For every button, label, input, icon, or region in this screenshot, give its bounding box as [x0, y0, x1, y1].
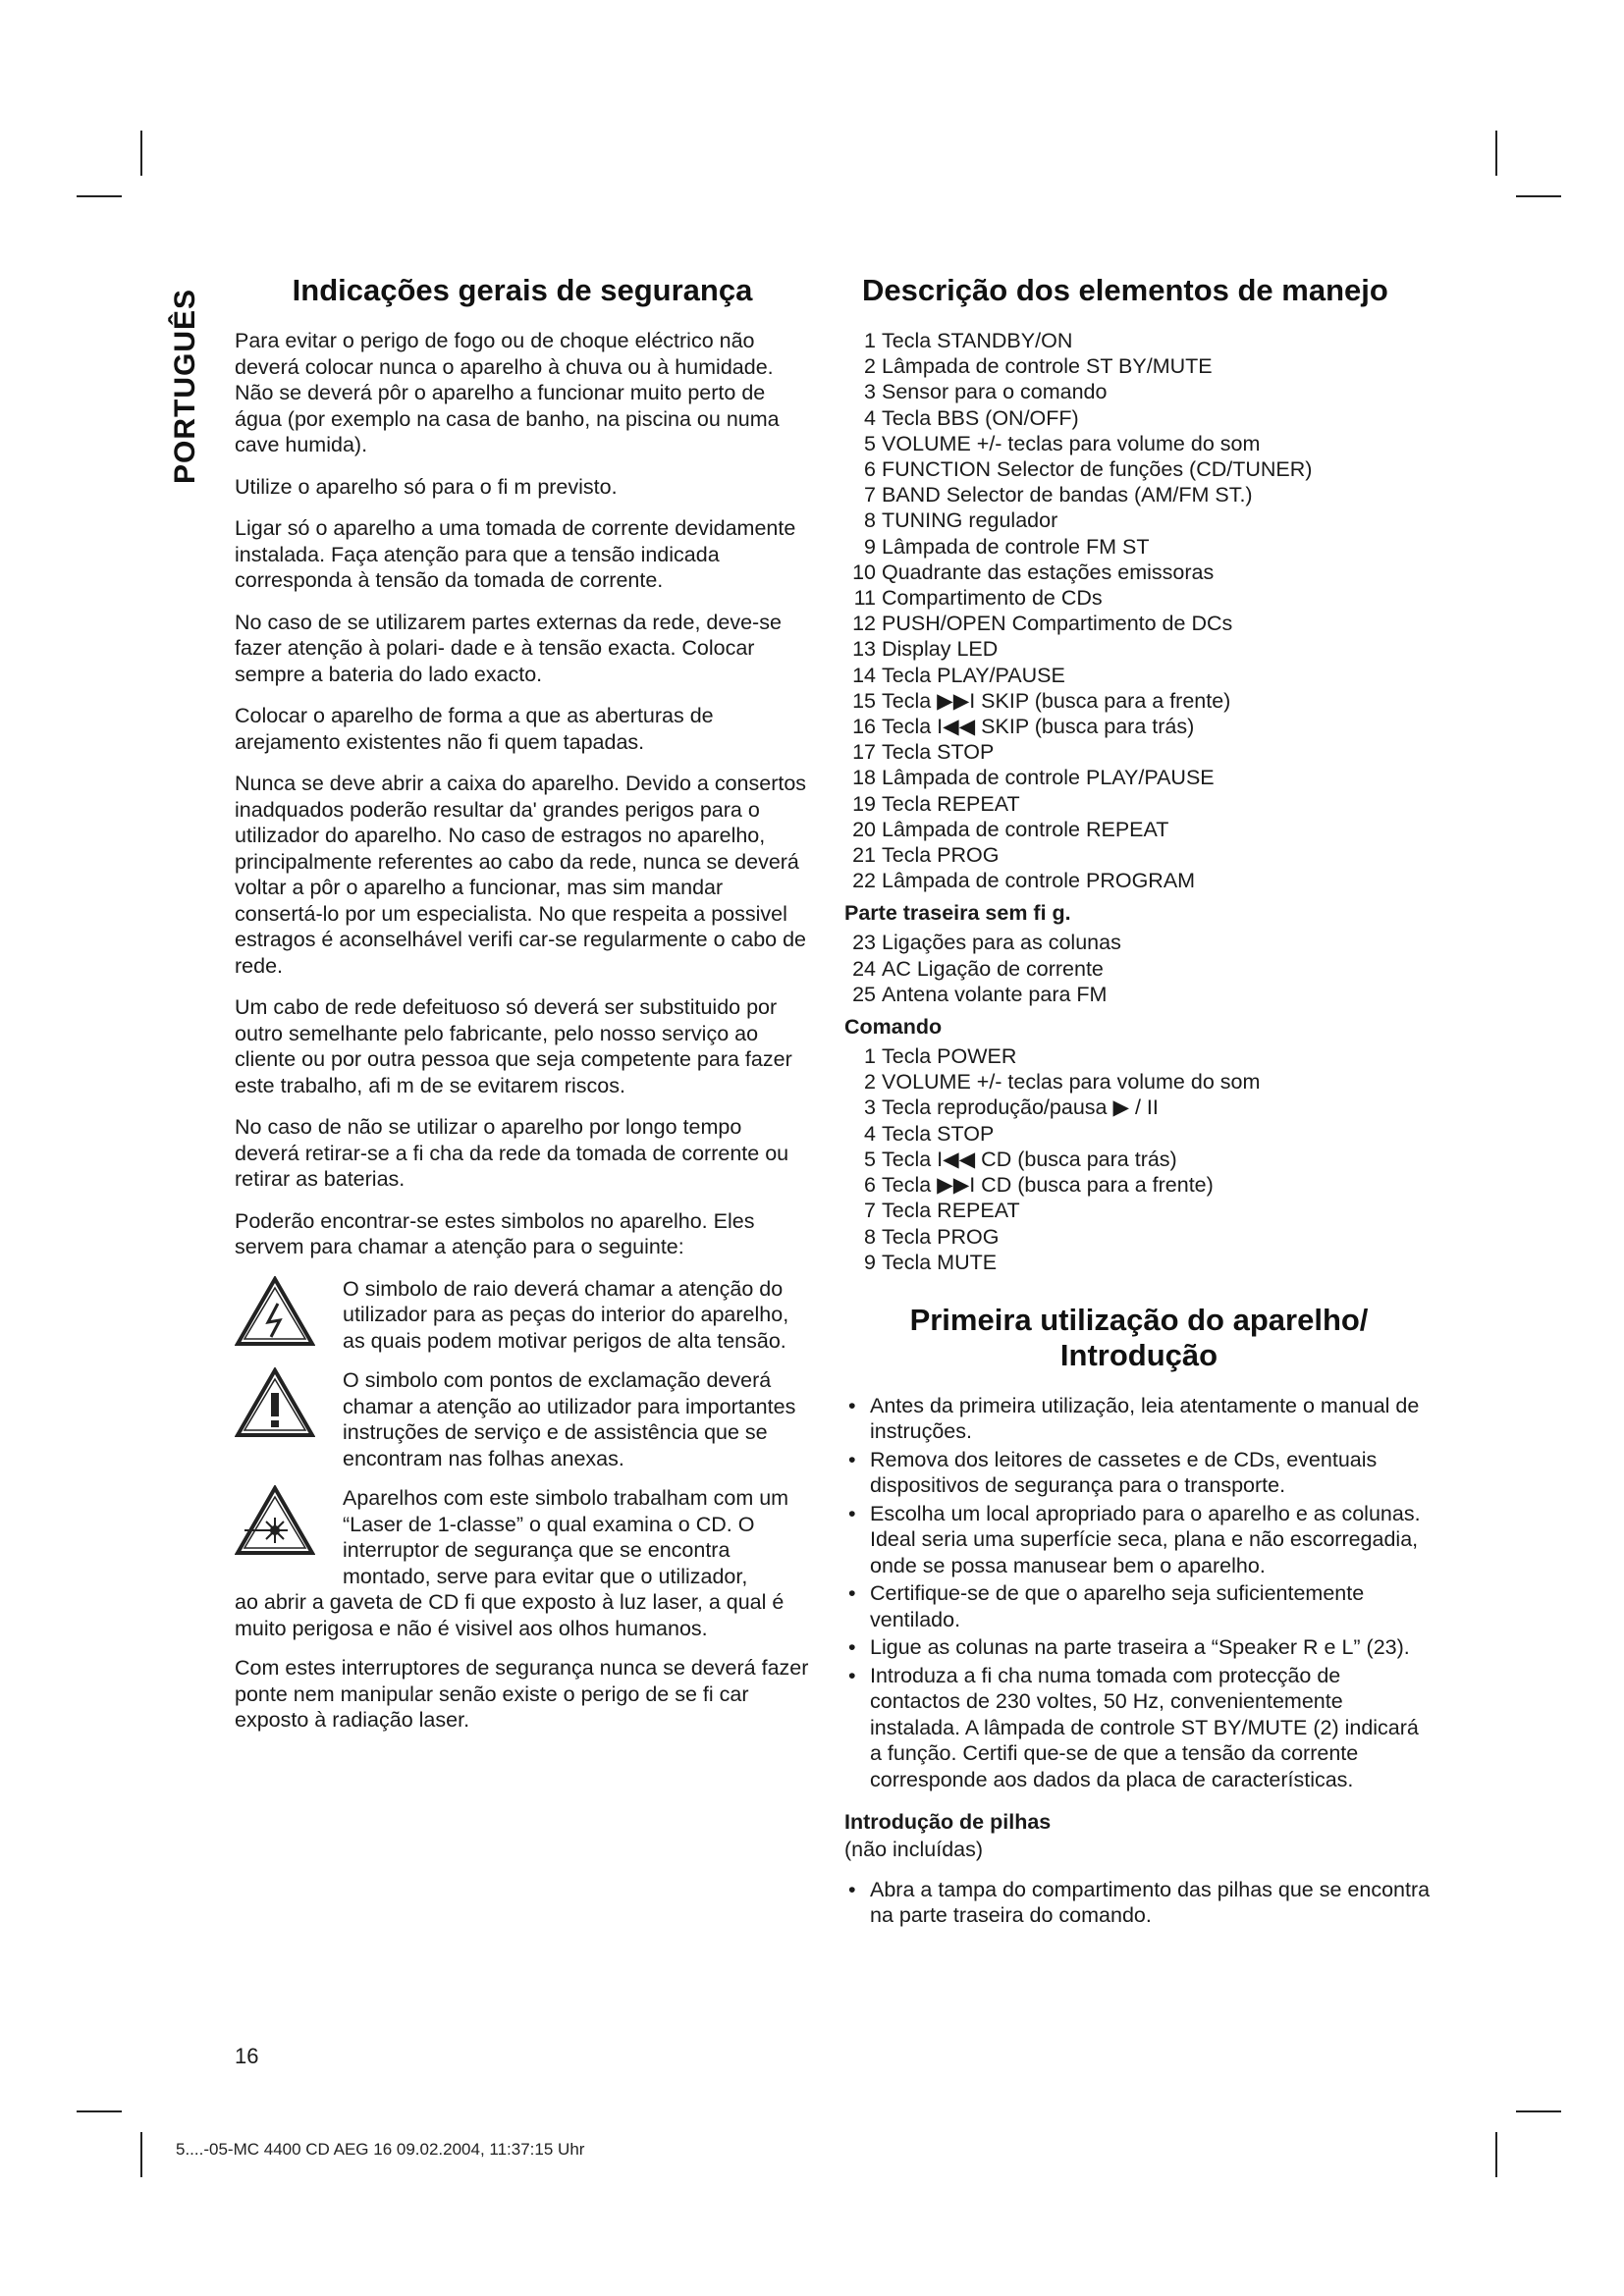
item-text: Tecla POWER	[882, 1044, 1017, 1069]
list-item: • Antes da primeira utilização, leia atentamente o manual de instruções.	[844, 1393, 1434, 1445]
first-use-title-line1: Primeira utilização do aparelho/	[909, 1302, 1369, 1337]
item-text: Tecla STOP	[882, 1121, 995, 1146]
rear-list	[844, 930, 1434, 1007]
list-item	[844, 482, 1434, 507]
safety-closing: Com estes interruptores de segurança nunca se deverá fazer ponte nem manipular senão existe o perigo de se fi car exposto à radiação laser.	[235, 1656, 809, 1732]
controls-list	[844, 328, 1434, 893]
controls-title: Descrição dos elementos de manejo	[862, 273, 1388, 307]
list-item: • Introduza a fi cha numa tomada com protecção de contactos de 230 voltes, 50 Hz, convenientemente instalada. A lâmpada de controle ST BY/MUTE (2) indicará a função. Certifi que-se de que a tensão da corrente corresponde aos dados da placa de características.	[844, 1663, 1434, 1793]
item-text: Tecla MUTE	[882, 1250, 998, 1274]
item-text: Lâmpada de controle PROGRAM	[882, 869, 1196, 893]
list-item	[844, 507, 1434, 533]
item-number: 9	[864, 1250, 876, 1274]
list-item	[844, 353, 1434, 379]
list-item	[844, 1095, 1434, 1120]
item-text: Sensor para o comando	[882, 380, 1108, 404]
item-number: 5	[864, 1147, 876, 1171]
item-text: Lâmpada de controle FM ST	[882, 534, 1150, 559]
safety-paragraph: No caso de não se utilizar o aparelho por longo tempo deverá retirar-se a fi cha da rede da tomada de corrente ou retirar as baterias.	[235, 1115, 789, 1191]
item-number: 3	[864, 1095, 876, 1120]
list-item	[844, 739, 1434, 765]
list-item: • Certifique-se de que o aparelho seja suficientemente ventilado.	[844, 1580, 1434, 1632]
list-item	[844, 636, 1434, 662]
list-item	[844, 930, 1434, 955]
item-text: Tecla I◀◀ SKIP (busca para trás)	[882, 715, 1195, 739]
lightning-warning-text: O simbolo de raio deverá chamar a atenção do utilizador para as peças do interior do aparelho, as quais podem motivar perigos de alta tensão.	[343, 1276, 789, 1353]
safety-paragraph: Utilize o aparelho só para o fi m previsto.	[235, 474, 618, 499]
list-item	[844, 1172, 1434, 1198]
item-number: 4	[864, 1121, 876, 1146]
item-number: 3	[864, 380, 876, 404]
item-text: Lâmpada de controle PLAY/PAUSE	[882, 766, 1215, 790]
safety-paragraph: Colocar o aparelho de forma a que as aberturas de arejamento existentes não fi quem tapadas.	[235, 704, 714, 754]
list-item	[844, 1147, 1434, 1172]
list-item	[844, 456, 1434, 482]
item-number: 22	[852, 869, 876, 893]
item-text: Tecla PROG	[882, 1224, 1000, 1249]
item-text: BAND Selector de bandas (AM/FM ST.)	[882, 483, 1253, 507]
remote-list	[844, 1043, 1434, 1275]
first-use-title	[844, 1303, 1434, 1373]
item-number: 2	[864, 1070, 876, 1095]
safety-column	[235, 273, 810, 1749]
item-text: Tecla REPEAT	[882, 1199, 1020, 1223]
list-item	[844, 405, 1434, 431]
list-item	[844, 1069, 1434, 1095]
safety-paragraph: Um cabo de rede defeituoso só deverá ser substituido por outro semelhante pelo fabricante, pelo nosso serviço ao cliente ou por outra pessoa que seja competente para fazer este trabalho, afi m de se evitarem riscos.	[235, 995, 792, 1097]
exclamation-warning	[235, 1367, 810, 1471]
list-item	[844, 1224, 1434, 1250]
item-number: 17	[852, 740, 876, 765]
item-number: 5	[864, 431, 876, 455]
item-text: VOLUME +/- teclas para volume do som	[882, 431, 1261, 455]
first-use-title-line2: Introdução	[1059, 1337, 1218, 1372]
list-item	[844, 663, 1434, 688]
crop-mark	[140, 2132, 142, 2177]
list-item	[844, 560, 1434, 585]
item-text: AC Ligação de corrente	[882, 956, 1104, 981]
item-text: Tecla I◀◀ CD (busca para trás)	[882, 1147, 1177, 1171]
list-item: • Ligue as colunas na parte traseira a “Speaker R e L” (23).	[844, 1634, 1434, 1661]
item-text: Display LED	[882, 637, 999, 662]
item-number: 24	[852, 956, 876, 981]
item-number: 9	[864, 534, 876, 559]
list-item	[844, 956, 1434, 982]
crop-mark	[1516, 2110, 1561, 2112]
exclamation-warning-icon	[235, 1367, 315, 1438]
item-number: 10	[852, 560, 876, 584]
item-number: 20	[852, 817, 876, 841]
item-number: 6	[864, 457, 876, 482]
list-item: • Escolha um local apropriado para o aparelho e as colunas. Ideal seria uma superfície seca, plana e não escorregadia, onde se possa manusear bem o aparelho.	[844, 1501, 1434, 1579]
item-text: Compartimento de CDs	[882, 586, 1103, 611]
list-item	[844, 765, 1434, 790]
item-number: 13	[852, 637, 876, 662]
item-number: 1	[864, 1044, 876, 1069]
crop-mark	[140, 131, 142, 176]
item-number: 2	[864, 354, 876, 379]
item-number: 1	[864, 329, 876, 352]
item-number: 14	[852, 663, 876, 687]
language-label-text: PORTUGUÊS	[169, 288, 201, 484]
item-number: 19	[852, 791, 876, 816]
item-number: 12	[852, 612, 876, 636]
list-item: • Remova dos leitores de cassetes e de CDs, eventuais dispositivos de segurança para o transporte.	[844, 1447, 1434, 1499]
item-text: Antena volante para FM	[882, 982, 1108, 1006]
crop-mark	[1495, 2132, 1497, 2177]
item-number: 7	[864, 483, 876, 507]
item-text: VOLUME +/- teclas para volume do som	[882, 1070, 1261, 1095]
list-item	[844, 714, 1434, 739]
exclamation-warning-text: O simbolo com pontos de exclamação deverá chamar a atenção ao utilizador para importantes instruções de serviço e de assistência que se encontram nas folhas anexas.	[343, 1368, 796, 1470]
print-footer: 5....-05-MC 4400 CD AEG 16 09.02.2004, 11:37:15 Uhr	[176, 2140, 585, 2159]
crop-mark	[77, 2110, 122, 2112]
item-text: Tecla PLAY/PAUSE	[882, 663, 1065, 687]
list-item	[844, 982, 1434, 1007]
list-item	[844, 868, 1434, 893]
batteries-note: (não incluídas)	[844, 1838, 984, 1862]
item-number: 4	[864, 405, 876, 430]
item-text: Quadrante das estações emissoras	[882, 560, 1215, 584]
item-text: Tecla STOP	[882, 740, 995, 765]
list-item	[844, 842, 1434, 868]
item-text: Lâmpada de controle REPEAT	[882, 817, 1169, 841]
safety-paragraph: Nunca se deve abrir a caixa do aparelho. Devido a consertos inadquados poderão resultar da' grandes perigos para o utilizador do aparelho. No caso de estragos no aparelho, principalmente referentes ao cabo da rede, nunca se deverá voltar a pôr o aparelho a funcionar, mas sim mandar consertá-lo por um especialista. No que respeita a possivel estragos é aconselhável verifi car-se regularmente o cabo de rede.	[235, 772, 807, 978]
safety-paragraph: No caso de se utilizarem partes externas da rede, deve-se fazer atenção à polari- dade e à tensão exacta. Colocar sempre a bateria do lado exacto.	[235, 610, 782, 686]
item-text: PUSH/OPEN Compartimento de DCs	[882, 612, 1233, 636]
safety-paragraph: Ligar só o aparelho a uma tomada de corrente devidamente instalada. Faça atenção para que a tensão indicada corresponda à tensão da tomada de corrente.	[235, 516, 796, 592]
crop-mark	[1516, 195, 1561, 197]
list-item	[844, 791, 1434, 817]
item-number: 8	[864, 508, 876, 533]
item-text: Tecla PROG	[882, 843, 1000, 868]
item-number: 6	[864, 1173, 876, 1198]
list-item	[844, 1043, 1434, 1069]
remote-title: Comando	[844, 1015, 943, 1040]
lightning-warning	[235, 1276, 810, 1355]
laser-warning	[235, 1485, 810, 1641]
item-text: Tecla BBS (ON/OFF)	[882, 405, 1079, 430]
list-item	[844, 431, 1434, 456]
item-number: 7	[864, 1199, 876, 1223]
item-number: 18	[852, 766, 876, 790]
item-text: Tecla ▶▶I CD (busca para a frente)	[882, 1173, 1214, 1198]
controls-column	[844, 273, 1434, 1943]
item-number: 8	[864, 1224, 876, 1249]
safety-paragraph: Poderão encontrar-se estes simbolos no aparelho. Eles servem para chamar a atenção para o seguinte:	[235, 1208, 755, 1258]
crop-mark	[77, 195, 122, 197]
list-item	[844, 534, 1434, 560]
list-item	[844, 379, 1434, 404]
batteries-title: Introdução de pilhas	[844, 1810, 1052, 1835]
item-text: Tecla ▶▶I SKIP (busca para a frente)	[882, 688, 1231, 713]
item-number: 16	[852, 715, 876, 739]
list-item	[844, 611, 1434, 636]
item-text: FUNCTION Selector de funções (CD/TUNER)	[882, 457, 1313, 482]
item-text: Tecla STANDBY/ON	[882, 329, 1073, 352]
laser-warning-continuation: ao abrir a gaveta de CD fi que exposto à luz laser, a qual é muito perigosa e não é visivel aos olhos humanos.	[235, 1590, 785, 1640]
rear-title: Parte traseira sem fi g.	[844, 901, 1071, 926]
list-item	[844, 585, 1434, 611]
crop-mark	[1495, 131, 1497, 176]
item-text: Tecla REPEAT	[882, 791, 1020, 816]
item-text: Ligações para as colunas	[882, 931, 1121, 955]
lightning-warning-icon	[235, 1276, 315, 1347]
item-text: Lâmpada de controle ST BY/MUTE	[882, 354, 1213, 379]
item-number: 23	[852, 931, 876, 955]
item-number: 25	[852, 982, 876, 1006]
list-item	[844, 1198, 1434, 1223]
first-use-list	[844, 1393, 1434, 1793]
laser-warning-text: Aparelhos com este simbolo trabalham com um “Laser de 1-classe” o qual examina o CD. O interruptor de segurança que se encontra montado, serve para evitar que o utilizador,	[343, 1486, 789, 1588]
page-number: 16	[235, 2044, 259, 2068]
item-number: 21	[852, 843, 876, 868]
safety-title: Indicações gerais de segurança	[292, 273, 753, 307]
list-item	[844, 688, 1434, 714]
safety-paragraph: Para evitar o perigo de fogo ou de choque eléctrico não deverá colocar nunca o aparelho à chuva ou à humidade. Não se deverá pôr o aparelho a funcionar muito perto de água (por exemplo na casa de banho, na piscina ou numa cave humida).	[235, 329, 780, 456]
list-item	[844, 1121, 1434, 1147]
list-item	[844, 1250, 1434, 1275]
item-number: 11	[853, 586, 876, 611]
item-number: 15	[852, 688, 876, 713]
list-item: • Abra a tampa do compartimento das pilhas que se encontra na parte traseira do comando.	[844, 1877, 1434, 1929]
item-text: Tecla reprodução/pausa ▶ / II	[882, 1095, 1159, 1120]
item-text: TUNING regulador	[882, 508, 1058, 533]
batteries-list	[844, 1877, 1434, 1929]
laser-warning-icon	[235, 1485, 315, 1556]
list-item	[844, 328, 1434, 353]
list-item	[844, 817, 1434, 842]
